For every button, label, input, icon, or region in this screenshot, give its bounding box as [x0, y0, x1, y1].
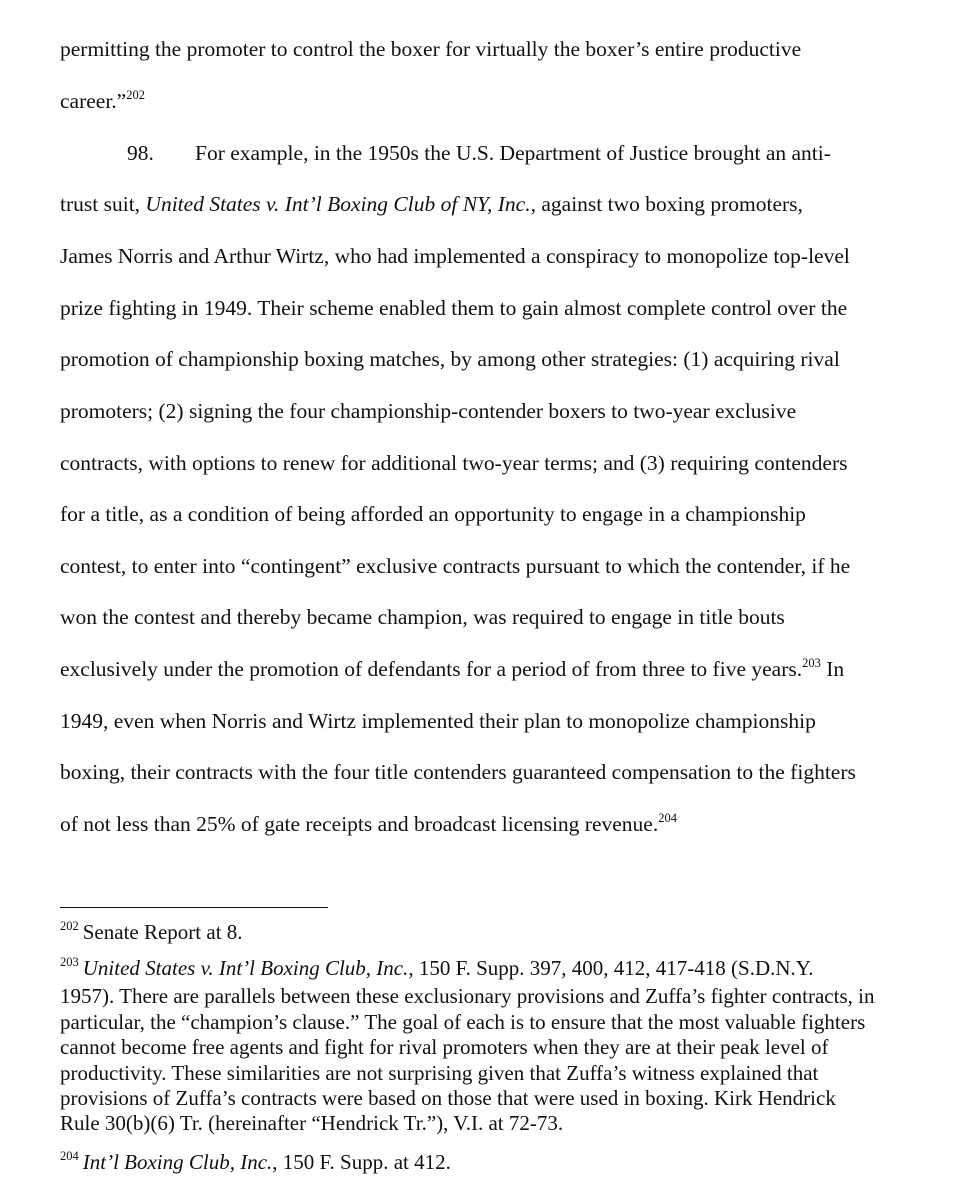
footnote-line: [60, 920, 243, 948]
text-run: for a title, as a condition of being afforded an opportunity to engage in a championship: [60, 502, 806, 526]
footnote-reference: 204: [658, 811, 677, 825]
footnote-line: [60, 1111, 874, 1136]
text-run: Senate Report at 8.: [82, 920, 243, 944]
body-line: [60, 140, 831, 166]
body-line: [60, 450, 848, 476]
text-run: productivity. These similarities are not surprising given that Zuffa’s witness explained that: [60, 1060, 819, 1085]
text-run: Rule 30(b)(6) Tr. (hereinafter “Hendrick Tr.”), V.I. at 72-73.: [60, 1111, 564, 1136]
footnote-line: [60, 956, 874, 984]
body-line: [60, 398, 796, 424]
footnote-line: [60, 1150, 451, 1178]
text-run: , 150 F. Supp. 397, 400, 412, 417-418 (S.D.N.Y.: [408, 956, 814, 980]
text-run: career.”: [60, 89, 127, 113]
text-run: cannot become free agents and fight for rival promoters when they are at their peak level of: [60, 1035, 829, 1060]
body-line: [60, 295, 847, 321]
text-run: 1957). There are parallels between these exclusionary provisions and Zuffa’s fighter contracts, in: [60, 984, 875, 1009]
body-line: [60, 36, 801, 62]
text-run: exclusively under the promotion of defendants for a period of from three to five years.: [60, 657, 803, 681]
footnote-number: 202: [60, 919, 79, 933]
body-line: [60, 708, 816, 734]
text-run: prize fighting in 1949. Their scheme enabled them to gain almost complete control over the: [60, 296, 848, 320]
text-run: of not less than 25% of gate receipts and broadcast licensing revenue.: [60, 812, 659, 836]
footnote-line: [60, 1010, 874, 1035]
body-line: [60, 346, 840, 372]
text-run: won the contest and thereby became champion, was required to engage in title bouts: [60, 605, 785, 629]
footnote-number: 203: [60, 955, 79, 969]
body-line: [60, 501, 806, 527]
text-run: against two boxing promoters,: [535, 192, 803, 216]
footnote-202: [60, 920, 243, 948]
text-run: James Norris and Arthur Wirtz, who had implemented a conspiracy to monopolize top-level: [60, 244, 850, 268]
text-run: promoters; (2) signing the four championship-contender boxers to two-year exclusive: [60, 399, 797, 423]
text-run: permitting the promoter to control the boxer for virtually the boxer’s entire productive: [60, 37, 802, 61]
body-line: [60, 88, 145, 117]
text-run: promotion of championship boxing matches, by among other strategies: (1) acquiring rival: [60, 347, 840, 371]
text-run: particular, the “champion’s clause.” The goal of each is to ensure that the most valuable fighters: [60, 1009, 866, 1034]
text-run: , 150 F. Supp. at 412.: [272, 1150, 451, 1174]
body-line: [60, 811, 677, 840]
case-citation: Int’l Boxing Club, Inc.: [82, 1150, 273, 1174]
paragraph-number: 98.: [127, 141, 154, 165]
footnote-line: [60, 1061, 874, 1086]
text-run: In: [820, 657, 845, 681]
footnote-number: 204: [60, 1149, 79, 1163]
footnote-204: [60, 1150, 451, 1178]
footnote-separator: [60, 907, 328, 908]
footnote-line: [60, 984, 874, 1009]
text-run: contracts, with options to renew for additional two-year terms; and (3) requiring contenders: [60, 451, 848, 475]
body-line: [60, 604, 785, 630]
footnote-line: [60, 1086, 874, 1111]
text-run: boxing, their contracts with the four title contenders guaranteed compensation to the fighters: [60, 760, 856, 784]
body-line: [60, 656, 844, 685]
text-run: 1949, even when Norris and Wirtz implemented their plan to monopolize championship: [60, 709, 816, 733]
text-run: trust suit,: [60, 192, 146, 216]
case-citation: United States v. Int’l Boxing Club of NY, Inc.,: [145, 192, 536, 216]
footnote-reference: 203: [802, 656, 821, 670]
footnote-203: [60, 956, 874, 1137]
body-line: [60, 243, 850, 269]
text-run: provisions of Zuffa’s contracts were based on those that were used in boxing. Kirk Hendrick: [60, 1086, 836, 1111]
body-line: [60, 553, 850, 579]
case-citation: United States v. Int’l Boxing Club, Inc.: [82, 956, 409, 980]
text-run: For example, in the 1950s the U.S. Department of Justice brought an anti-: [195, 141, 831, 165]
text-run: contest, to enter into “contingent” exclusive contracts pursuant to which the contender, if he: [60, 554, 851, 578]
body-line: [60, 759, 856, 785]
footnote-line: [60, 1035, 874, 1060]
footnote-reference: 202: [126, 88, 145, 102]
body-line: [60, 191, 803, 217]
